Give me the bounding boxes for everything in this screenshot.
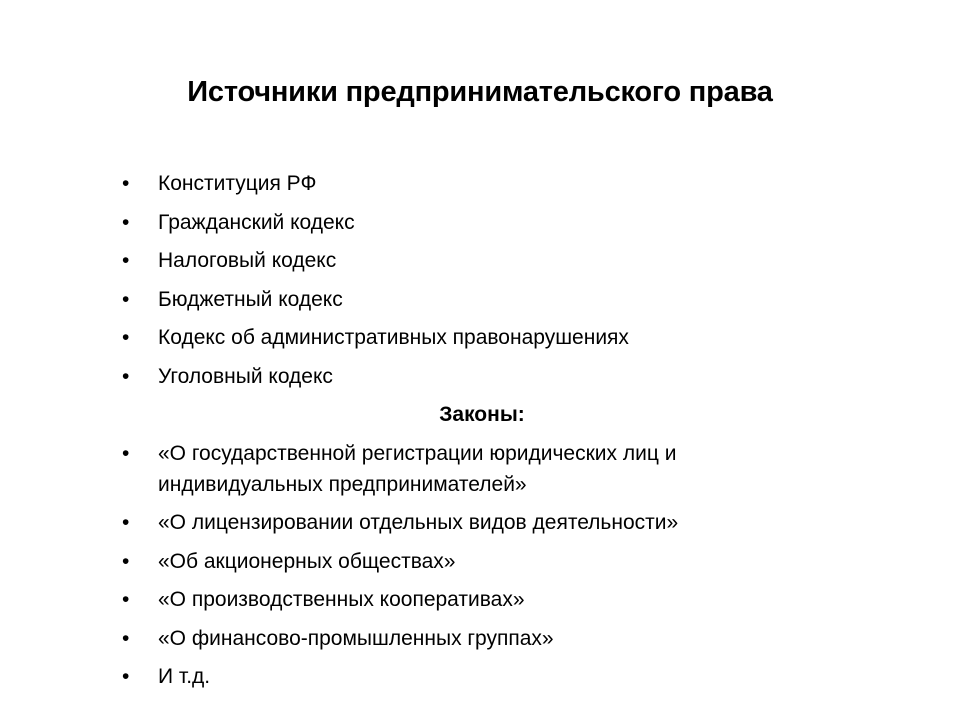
list-item [122,546,842,577]
list-item [122,168,842,199]
list-item [122,322,842,353]
bullet-icon: • [122,364,130,388]
list-item-text: «О финансово-промышленных группах» [158,626,554,650]
list-item-text: Конституция РФ [158,172,317,195]
slide-title: Источники предпринимательского права [187,76,773,108]
list-item [122,245,842,276]
list-item-text: «О лицензировании отдельных видов деятельности» [158,511,679,534]
bullet-icon: • [122,287,130,311]
list-item [122,661,842,692]
list-item [122,207,842,238]
list-item-text: «Об акционерных обществах» [158,549,456,573]
bullet-icon: • [122,665,130,688]
bullet-icon: • [122,210,130,234]
list-item [122,507,842,538]
bullet-icon: • [122,249,130,272]
list-item-text: Кодекс об административных правонарушениях [158,326,629,349]
bullet-icon: • [122,549,130,573]
list-item [122,361,842,392]
bullet-icon: • [122,626,130,650]
laws-heading: Законы: [439,403,525,426]
list-item [122,623,842,654]
list-item [122,284,842,315]
list-item-text: Бюджетный кодекс [158,287,343,311]
list-item-text: «О производственных кооперативах» [158,588,525,611]
list-item-text: И т.д. [158,665,211,688]
list-item [122,584,842,615]
list-item-text: Налоговый кодекс [158,249,337,272]
list-item-text: Гражданский кодекс [158,210,355,234]
bullet-icon: • [122,172,130,195]
bullet-icon: • [122,588,130,611]
list-item-text: Уголовный кодекс [158,364,333,388]
list-item [122,438,842,500]
bullet-icon: • [122,511,130,534]
sources-list [122,168,842,700]
list-item-text: «О государственной регистрации юридических лиц и индивидуальных предпринимателей» [158,441,677,496]
bullet-icon: • [122,441,130,465]
bullet-icon: • [122,326,130,349]
